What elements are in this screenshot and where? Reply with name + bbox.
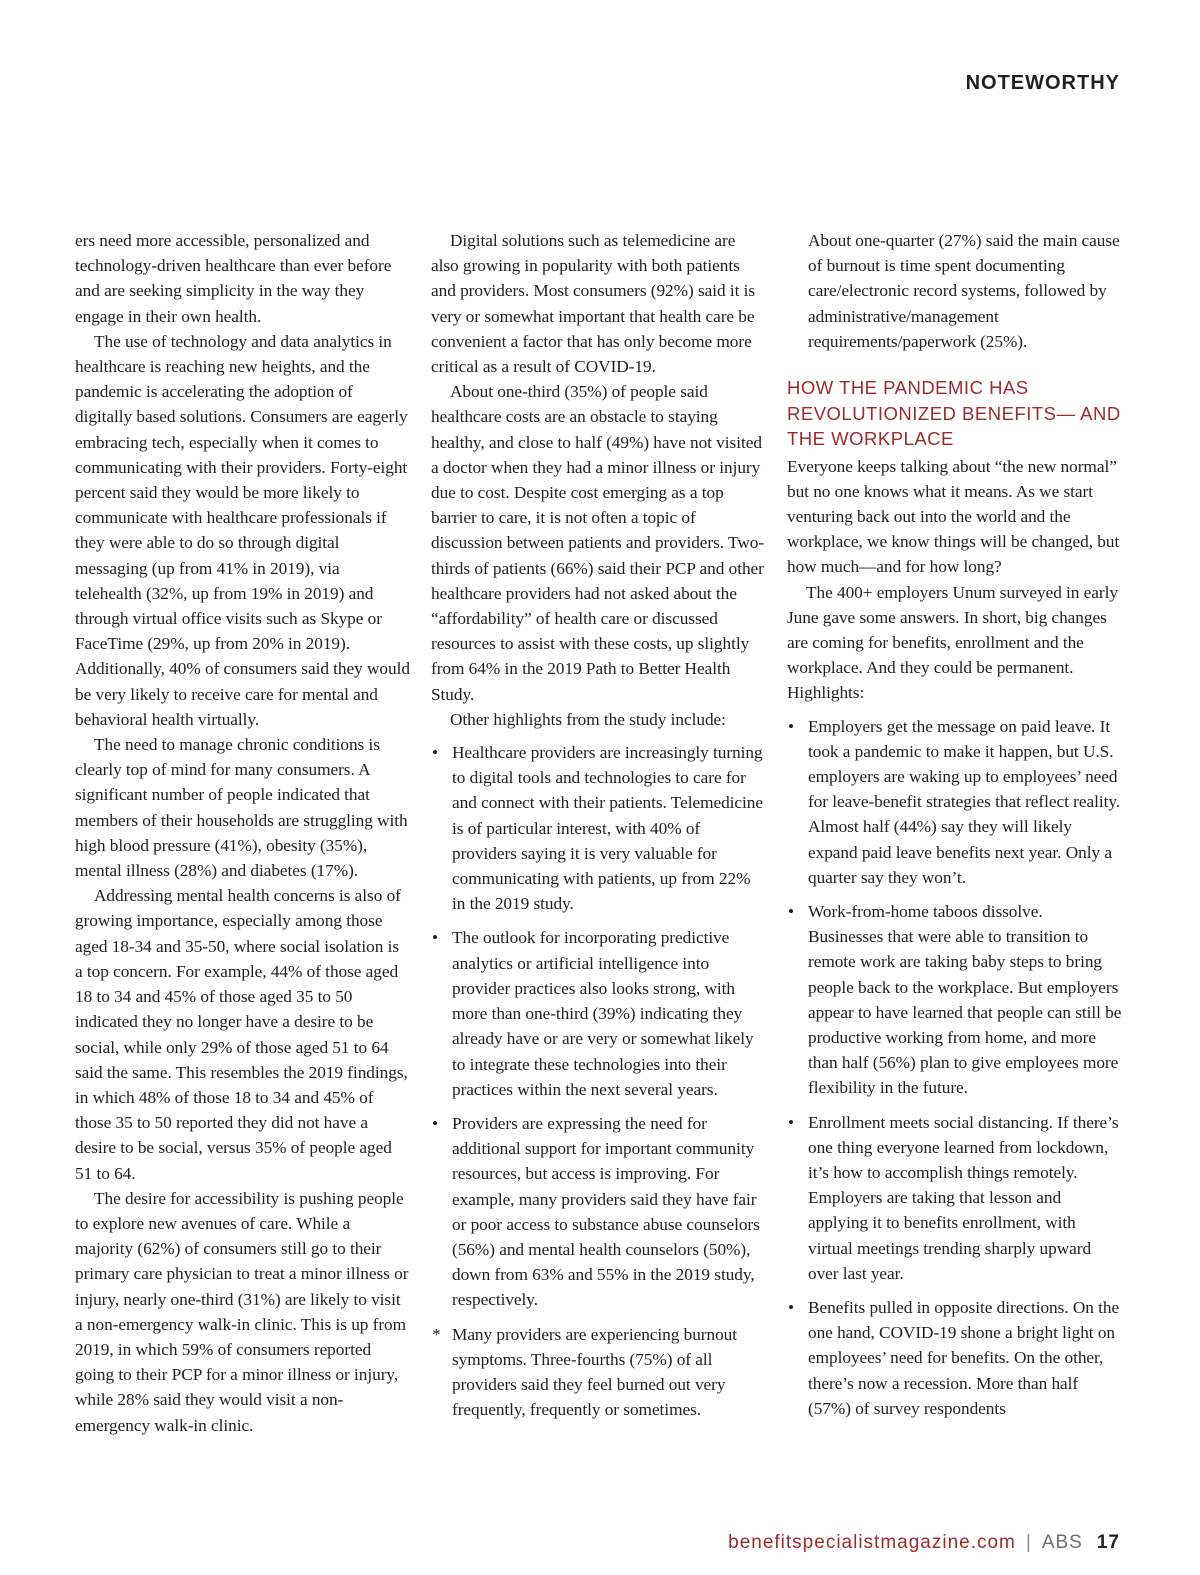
bullet-marker: • [788,1298,795,1318]
bullet-marker: • [788,901,795,921]
list-item [787,1295,1122,1421]
footer-separator: | [1025,1532,1032,1553]
bullet-marker: • [432,1113,439,1133]
list-item-text: The outlook for incorporating predictive analytics or artificial intelligence into provider practices also looks strong, with more than one-third (39%) indicating they already have or are very or somewhat likely to integrate these technologies into their practices within the next several years. [452,928,754,1099]
paragraph: Other highlights from the study include: [450,709,726,729]
paragraph: Digital solutions such as telemedicine are also growing in popularity with both patients and providers. Most consumers (92%) said it is very or somewhat important that health care be convenient a factor that has only become more critical as a result of COVID-19. [431,231,756,377]
paragraph: ers need more accessible, personalized and technology-driven healthcare than ever before and are seeking simplicity in the way they engage in their own health. [75,231,392,326]
list-item-text: Many providers are experiencing burnout symptoms. Three-fourths (75%) of all providers said they feel burned out very frequently, frequently or sometimes. [452,1324,738,1420]
paragraph: The use of technology and data analytics in healthcare is reaching new heights, and the pandemic is accelerating the adoption of digitally based solutions. Consumers are eagerly embracing tech, especially when it comes to communicating with their providers. Forty-eight percent said they would be more likely to communicate with healthcare professionals if they were able to do so through digital messaging (up from 41% in 2019), via telehealth (32%, up from 19% in 2019) and through virtual office visits such as Skype or FaceTime (29%, up from 20% in 2019). Additionally, 40% of consumers said they would be very likely to receive care for mental and behavioral health virtually. [75,331,410,729]
page-number: 17 [1096,1532,1120,1553]
list-item-text: Work-from-home taboos dissolve. Businesses that were able to transition to remote work are taking baby steps to bring people back to the workplace. But employers appear to have learned that people can still be productive working from home, and more than half (56%) plan to give employees more flexibility in the future. [808,901,1122,1098]
article-column-2 [431,228,767,1422]
list-item-text: Providers are expressing the need for additional support for important community resources, but access is improving. For example, many providers said they have fair or poor access to substance abuse counselors (56%) and mental health counselors (50%), down from 63% and 55% in the 2019 study, respectively. [452,1113,760,1310]
bullet-marker: • [432,743,439,763]
list-item-text: Benefits pulled in opposite directions. On the one hand, COVID-19 shone a bright light on employees’ need for benefits. On the other, there’s now a recession. More than half (57%) of survey respondents [808,1298,1120,1418]
section-label: NOTEWORTHY [965,72,1120,94]
list-item [431,1322,767,1423]
bullet-marker: • [788,716,795,736]
list-item-text: Healthcare providers are increasingly turning to digital tools and technologies to care for and connect with their patients. Telemedicine is of particular interest, with 40% of providers saying it is very valuable for communicating with patients, up from 22% in the 2019 study. [452,743,764,914]
bullet-marker: * [432,1324,441,1344]
list-item [431,740,767,916]
article-column-3 [787,228,1122,1421]
list-item [431,1111,767,1313]
list-item-text: Employers get the message on paid leave. It took a pandemic to make it happen, but U.S. employers are waking up to employees’ need for leave-benefit strategies that reflect reality. Almost half (44%) say they will likely expand paid leave benefits next year. Only a quarter say they won’t. [808,716,1121,887]
list-item [787,714,1122,890]
bullet-marker: • [788,1112,795,1132]
footer-website: benefitspecialistmagazine.com [728,1532,1016,1553]
list-item [787,1110,1122,1286]
study-highlights-list [431,740,767,1422]
paragraph: The 400+ employers Unum surveyed in early June gave some answers. In short, big changes are coming for benefits, enrollment and the workplace. And they could be permanent. Highlights: [787,582,1118,703]
employer-highlights-list [787,714,1122,1421]
list-item-text: Enrollment meets social distancing. If there’s one thing everyone learned from lockdown, it’s how to accomplish things remotely. Employers are taking that lesson and applying it to benefits enrollment, with virtual meetings trending sharply upward over last year. [808,1112,1119,1283]
list-item [431,925,767,1101]
bullet-marker: • [432,928,439,948]
paragraph: The desire for accessibility is pushing people to explore new avenues of care. While a majority (62%) of consumers still go to their primary care physician to treat a minor illness or injury, nearly one-third (31%) are likely to visit a non-emergency walk-in clinic. This is up from 2019, in which 59% of consumers reported going to their PCP for a minor illness or injury, while 28% said they would visit a non-emergency walk-in clinic. [75,1188,409,1435]
list-item [787,899,1122,1101]
paragraph: About one-third (35%) of people said healthcare costs are an obstacle to staying healthy, and close to half (49%) have not visited a doctor when they had a minor illness or injury due to cost. Despite cost emerging as a top barrier to care, it is not often a topic of discussion between patients and providers. Two-thirds of patients (66%) said their PCP and other healthcare providers had not asked about the “affordability” of health care or discussed resources to assist with these costs, up slightly from 64% in the 2019 Path to Better Health Study. [431,382,765,704]
paragraph: Addressing mental health concerns is also of growing importance, especially among those aged 18-34 and 35-50, where social isolation is a top concern. For example, 44% of those aged 18 to 34 and 45% of those aged 35 to 50 indicated they no longer have a desire to be social, while only 29% of those aged 51 to 64 said the same. This resembles the 2019 findings, in which 48% of those 18 to 34 and 45% of those 35 to 50 reported they did not have a desire to be social, versus 35% of people aged 51 to 64. [75,886,408,1183]
paragraph: Everyone keeps talking about “the new normal” but no one knows what it means. As we start venturing back out into the world and the workplace, we know things will be changed, but how much—and for how long? [787,456,1120,577]
page-footer [728,1532,1120,1554]
article-column-1 [75,228,410,1438]
section-heading: HOW THE PANDEMIC HAS REVOLUTIONIZED BENEFITS— AND THE WORKPLACE [787,377,1121,450]
footer-magazine-name: ABS [1041,1532,1083,1553]
paragraph: About one-quarter (27%) said the main cause of burnout is time spent documenting care/electronic record systems, followed by administrative/management requirements/paperwork (25%). [808,231,1120,351]
paragraph: The need to manage chronic conditions is clearly top of mind for many consumers. A significant number of people indicated that members of their households are struggling with high blood pressure (41%), obesity (35%), mental illness (28%) and diabetes (17%). [75,735,408,881]
